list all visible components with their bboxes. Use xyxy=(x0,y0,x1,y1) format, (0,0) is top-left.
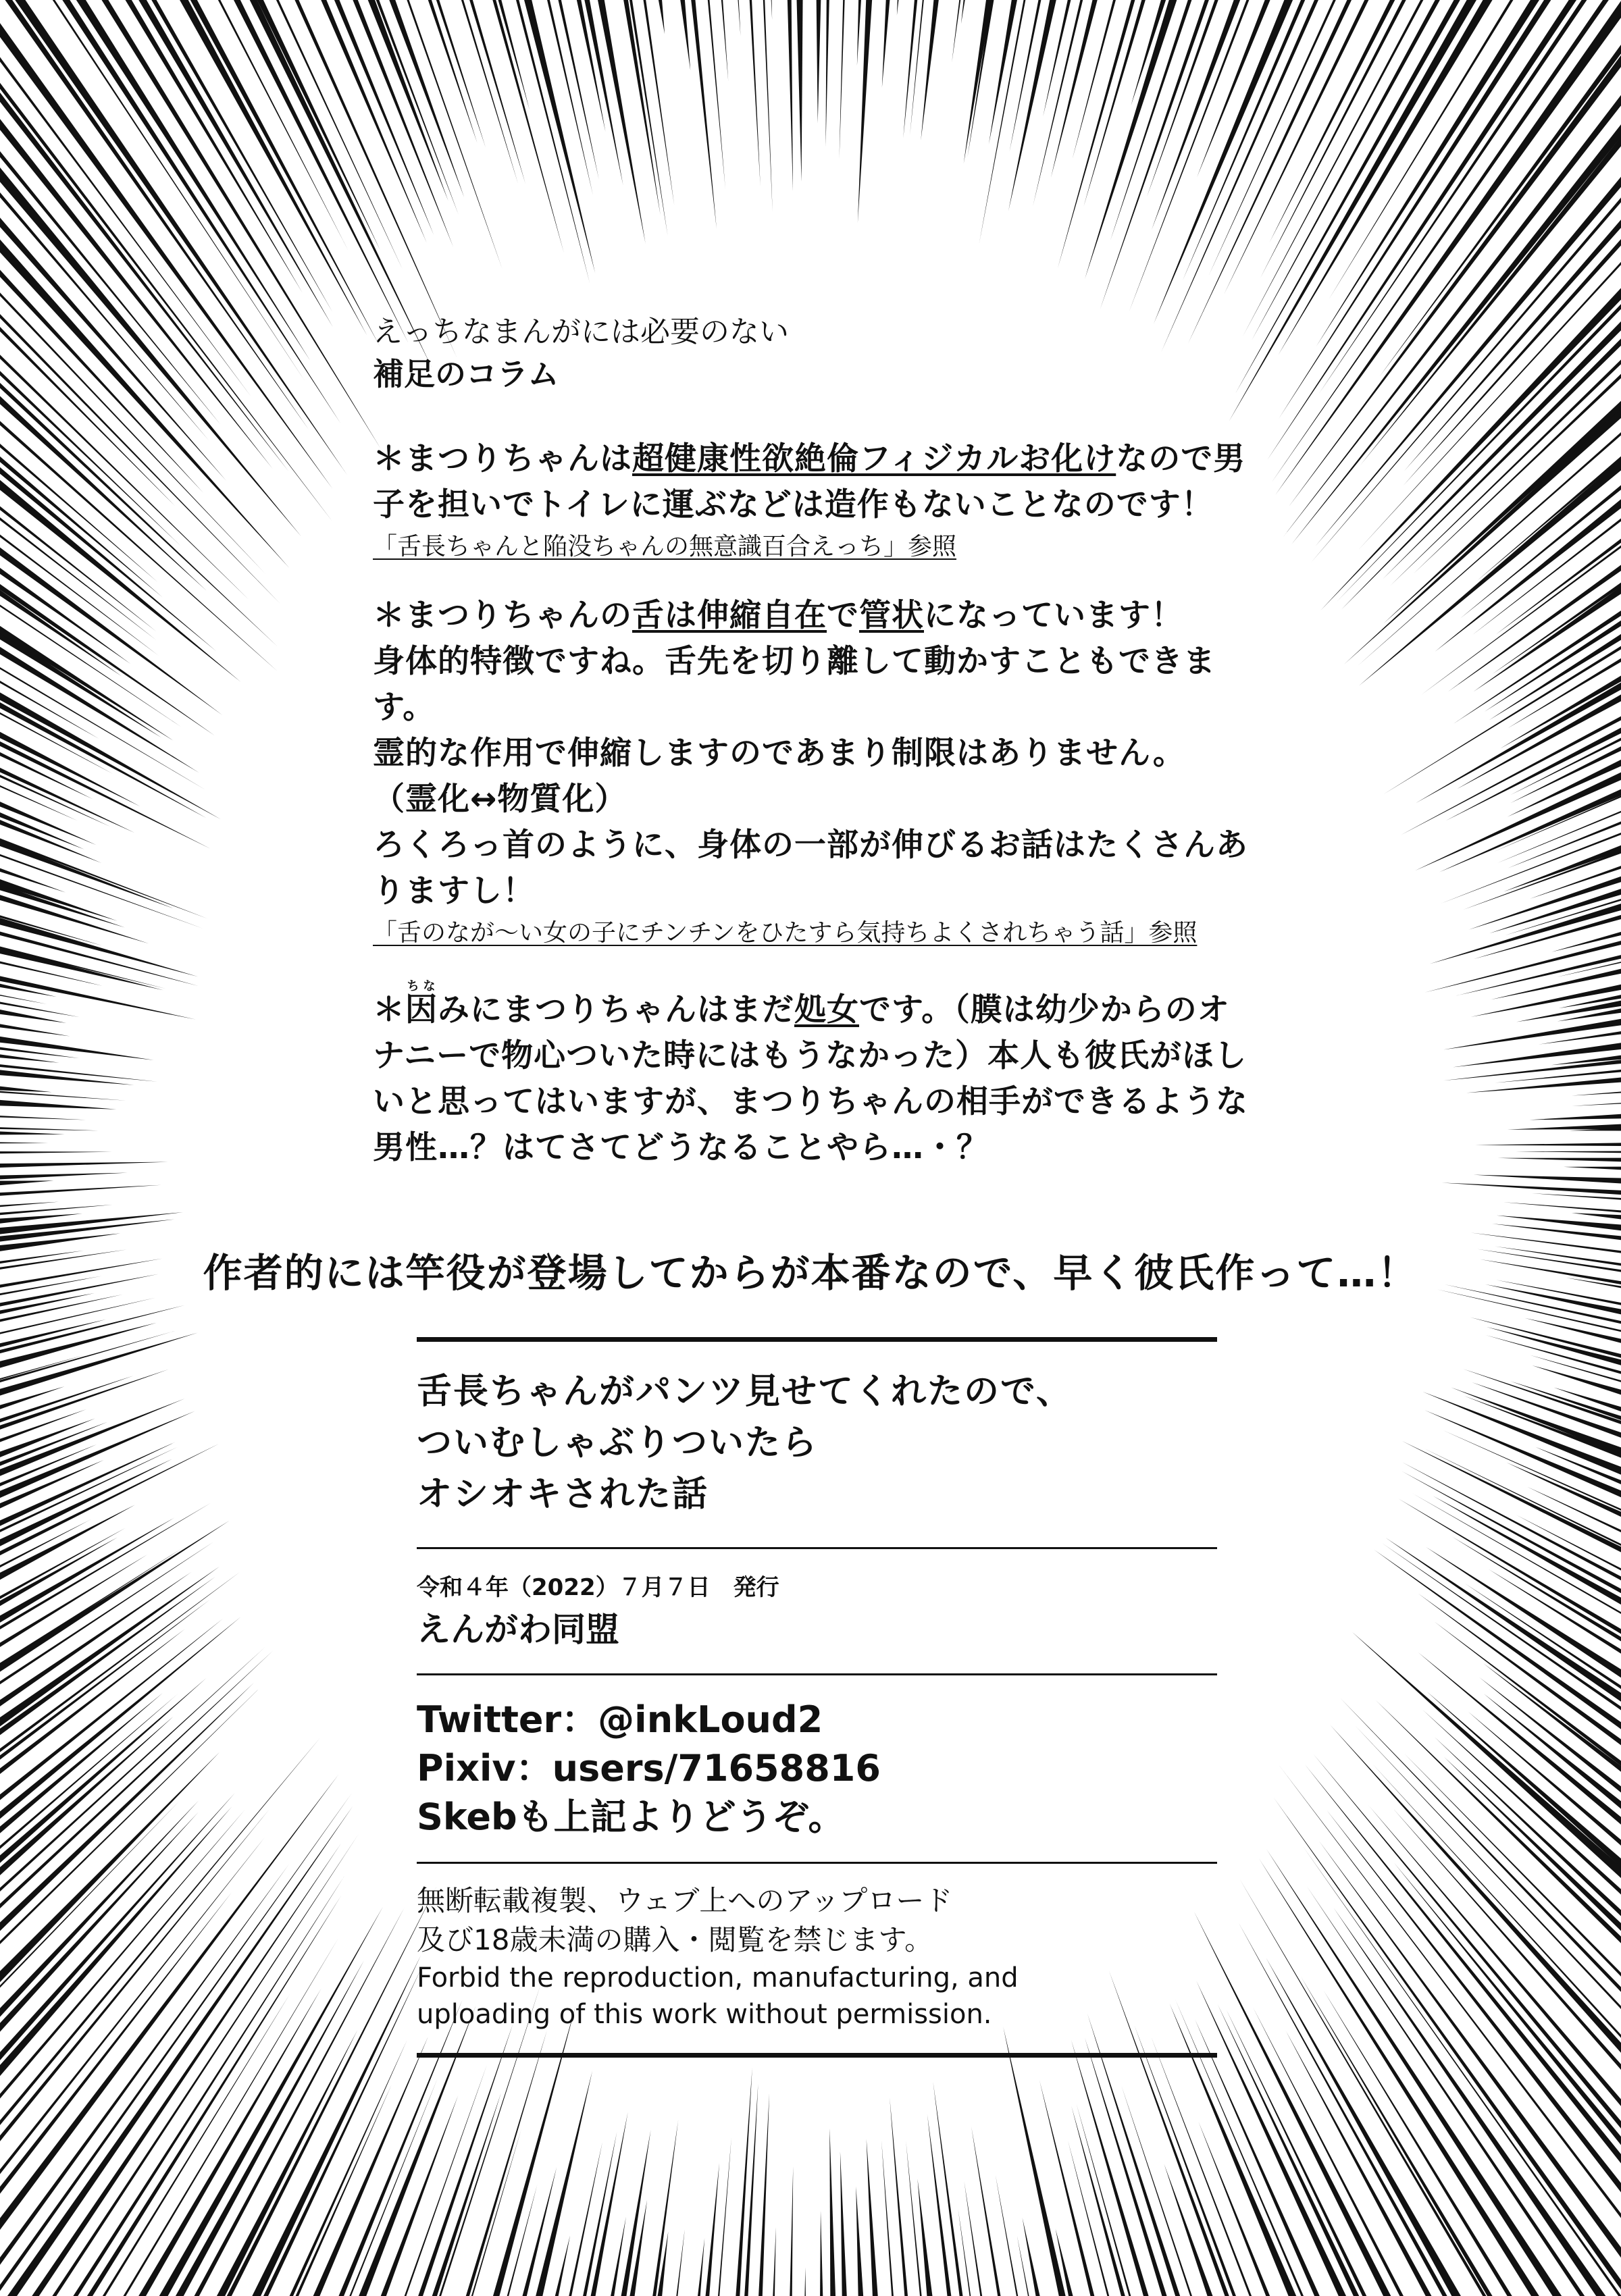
contact-skeb: Skebも上記よりどうぞ。 xyxy=(417,1796,845,1838)
book-title xyxy=(417,1366,1217,1520)
note-3-post: です。（膜は幼少からのオナニーで物心ついた時にはもうなかった）本人も彼氏がほしいと思ってはいますが、まつりちゃんの相手ができるような男性…？はてさてどうなることやら…・？ xyxy=(373,991,1248,1166)
note-2-line-1: 身体的特徴ですね。舌先を切り離して動かすこともできます。 xyxy=(373,643,1216,726)
note-3-mark: ＊ xyxy=(373,991,405,1028)
contact-list xyxy=(417,1696,1217,1842)
notice-en-line-1: Forbid the reproduction, manufacturing, and xyxy=(417,1962,1019,1993)
colophon xyxy=(417,1337,1217,2058)
circle-name: えんがわ同盟 xyxy=(417,1610,619,1649)
book-title-line-2: ついむしゃぶりついたら xyxy=(417,1423,819,1463)
colophon-rule-1 xyxy=(417,1547,1217,1549)
column-title: 補足のコラム xyxy=(373,356,559,392)
colophon-top-rule xyxy=(417,1337,1217,1342)
note-3-emphasis: 処女 xyxy=(794,991,859,1028)
copyright-notice xyxy=(417,1881,1217,2033)
note-1-post: なので男子を担いでトイレに運ぶなどは造作もないことなのです！ xyxy=(373,440,1246,523)
note-1-reference: 「舌長ちゃんと陥没ちゃんの無意識百合えっち」参照 xyxy=(373,533,957,560)
notice-jp-line-1: 無断転載複製、ウェブ上へのアップロード xyxy=(417,1884,953,1917)
note-2-line-3: （霊化↔物質化） xyxy=(373,781,627,818)
author-headline: 作者的には竿役が登場してからが本番なので、早く彼氏作って…！ xyxy=(203,1250,1418,1296)
note-2-mid: で xyxy=(827,597,859,634)
note-2-emphasis-1: 舌は伸縮自在 xyxy=(632,597,827,634)
column-intro: えっちなまんがには必要のない xyxy=(373,315,789,349)
contact-pixiv: Pixiv：users/71658816 xyxy=(417,1747,881,1790)
note-2-body xyxy=(373,593,1251,639)
note-3-ruby-text: ちな xyxy=(405,979,438,993)
notice-jp-line-2: 及び18歳未満の購入・閲覧を禁じます。 xyxy=(417,1923,933,1956)
note-3-pre: みにまつりちゃんはまだ xyxy=(438,991,794,1028)
column-note-3 xyxy=(373,979,1251,1171)
contact-twitter: Twitter：@inkLoud2 xyxy=(417,1698,823,1741)
column-note-1 xyxy=(373,436,1251,563)
supplementary-column xyxy=(373,312,1251,1201)
notice-en-line-2: uploading of this work without permission. xyxy=(417,1999,992,2030)
publication-date: 令和４年（2022）７月７日 発行 xyxy=(417,1574,779,1601)
note-2-line-2: 霊的な作用で伸縮しますのであまり制限はありません。 xyxy=(373,735,1185,772)
note-3-body xyxy=(373,979,1251,1171)
note-1-emphasis: 超健康性欲絶倫フィジカルお化け xyxy=(632,440,1116,477)
note-3-ruby-base: 因 xyxy=(405,991,438,1028)
note-2-line-4: ろくろっ首のように、身体の一部が伸びるお話はたくさんありますし！ xyxy=(373,827,1248,910)
note-2-emphasis-2: 管状 xyxy=(859,597,924,634)
note-2-post: になっています！ xyxy=(924,597,1183,634)
book-title-line-1: 舌長ちゃんがパンツ見せてくれたので、 xyxy=(417,1372,1073,1412)
colophon-rule-2 xyxy=(417,1673,1217,1675)
note-3-ruby xyxy=(405,979,438,1028)
note-1-pre: ＊まつりちゃんは xyxy=(373,440,632,477)
note-1-body xyxy=(373,436,1251,528)
note-2-pre: ＊まつりちゃんの xyxy=(373,597,632,634)
book-title-line-3: オシオキされた話 xyxy=(417,1474,709,1515)
column-note-2 xyxy=(373,593,1251,949)
note-2-reference: 「舌のなが〜い女の子にチンチンをひたすら気持ちよくされちゃう話」参照 xyxy=(373,919,1198,947)
colophon-bottom-rule xyxy=(417,2053,1217,2058)
colophon-rule-3 xyxy=(417,1862,1217,1864)
